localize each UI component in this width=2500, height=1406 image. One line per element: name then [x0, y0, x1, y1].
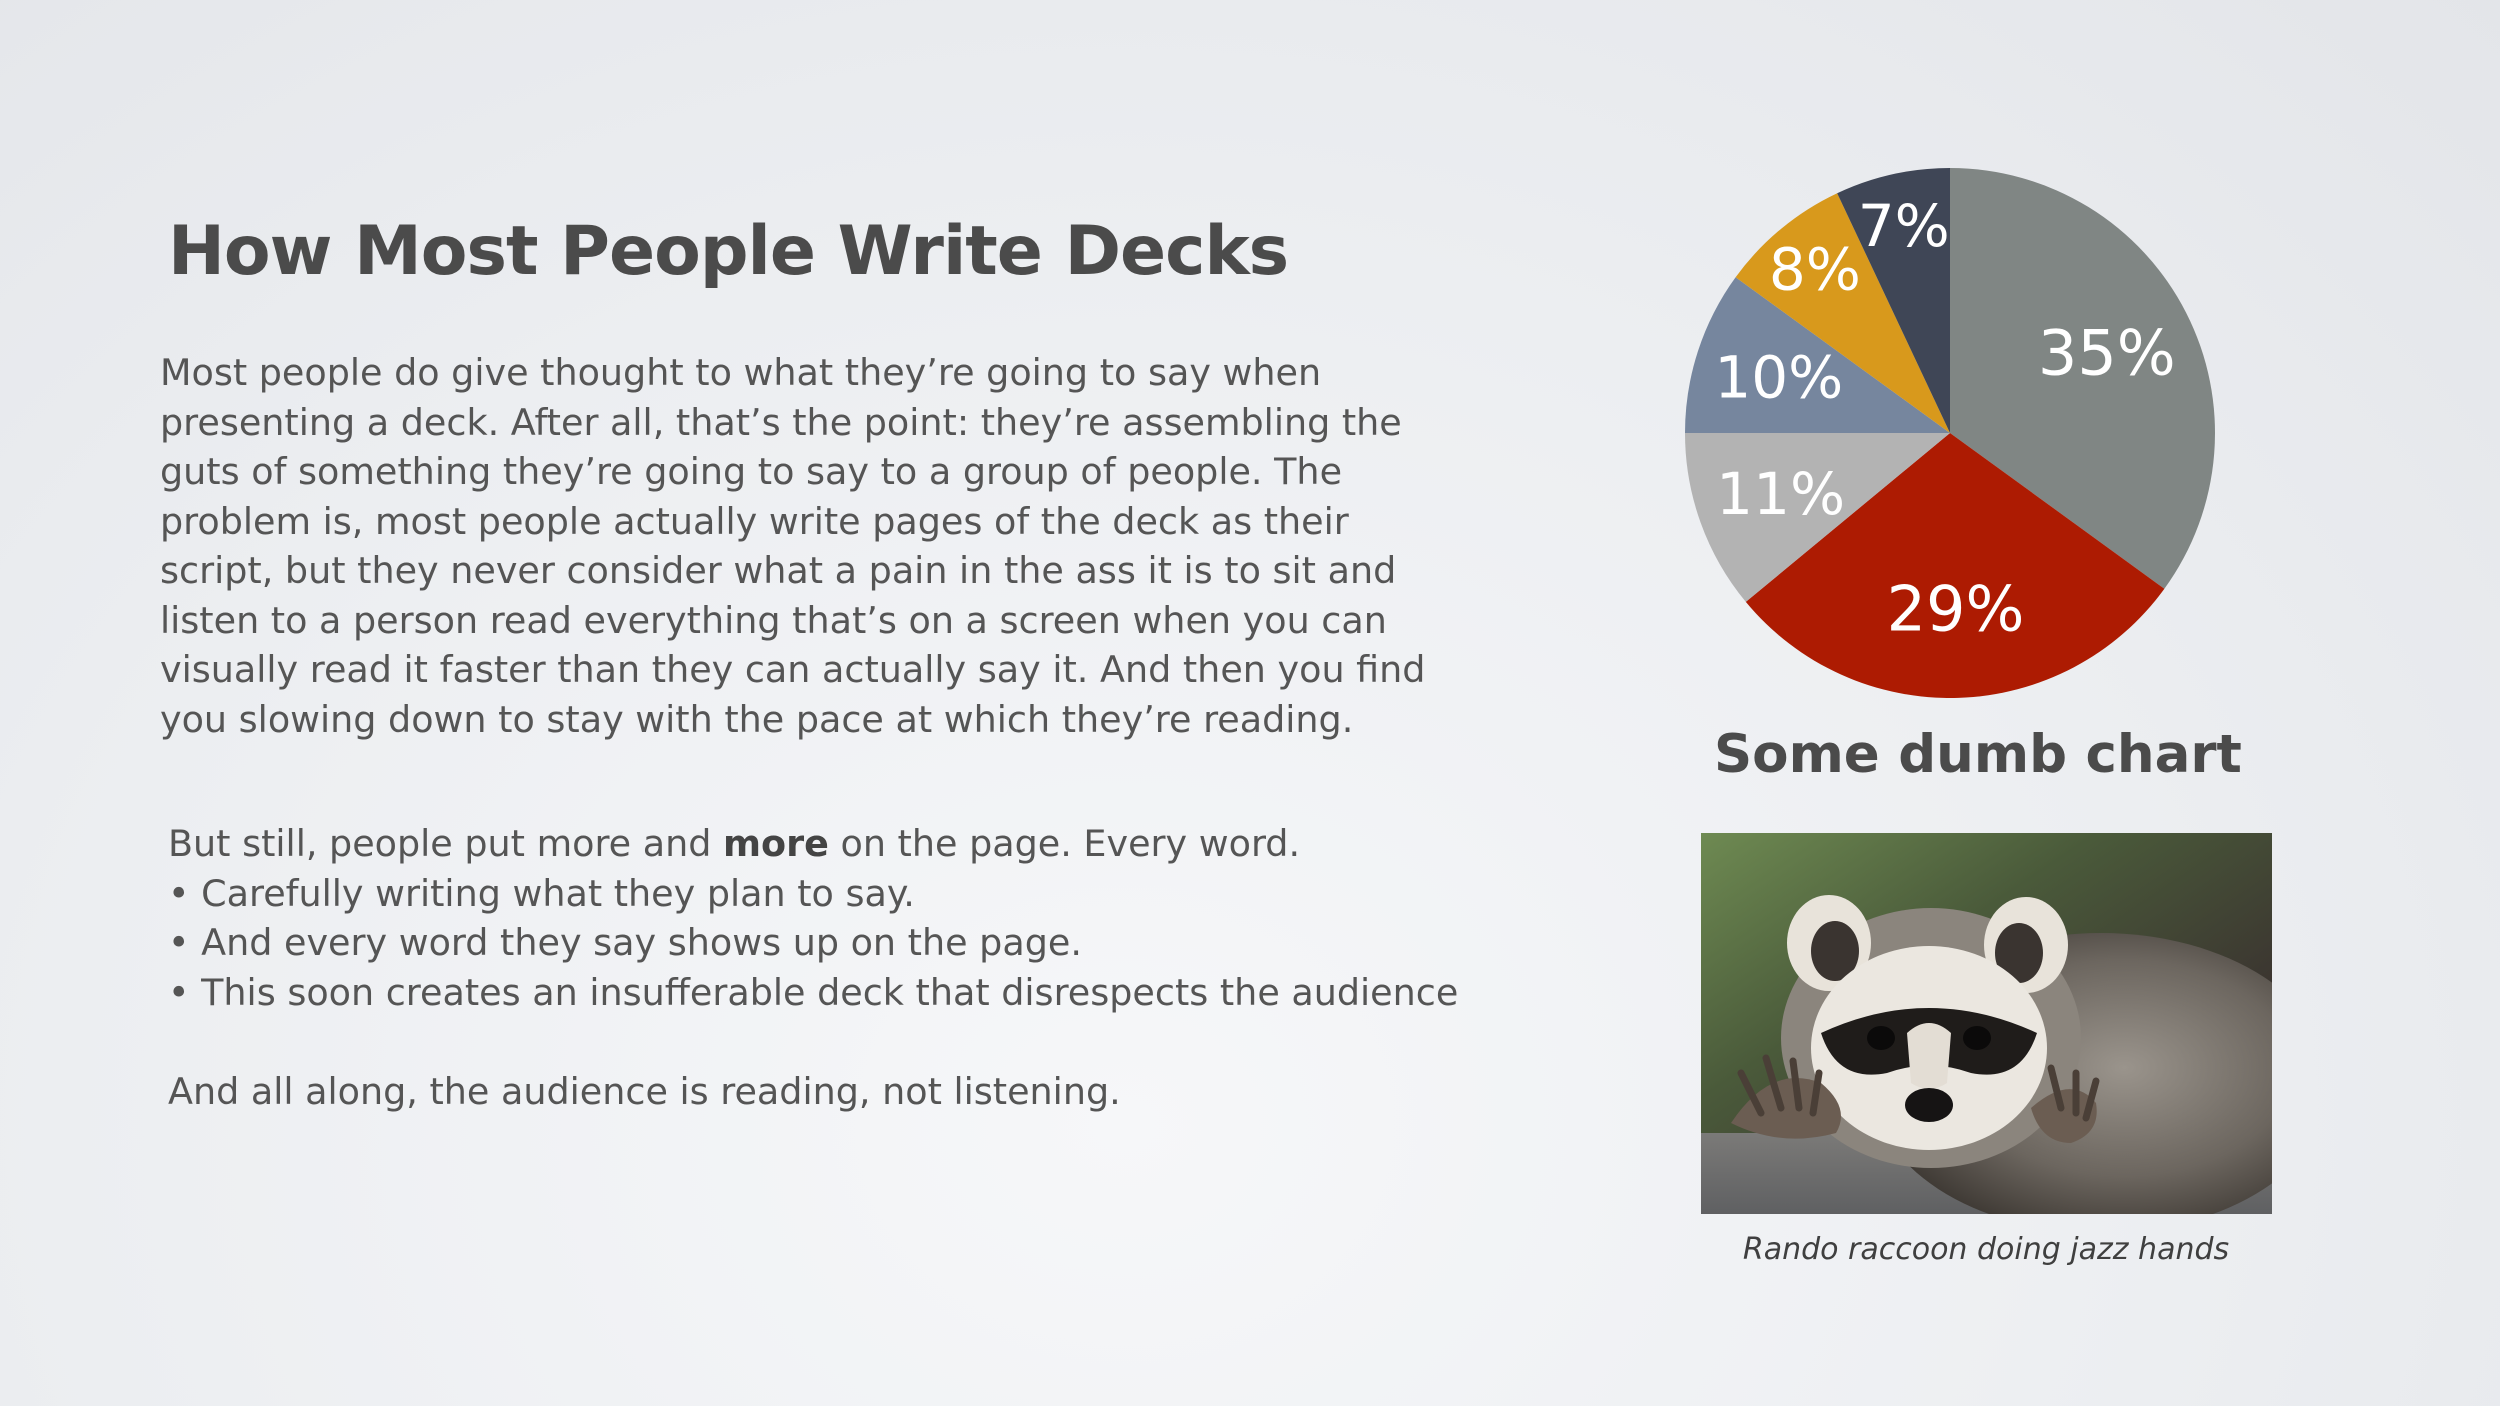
paragraph-line: presenting a deck. After all, that’s the point: they’re assembling the [160, 400, 1402, 444]
chart-caption: Some dumb chart [1714, 724, 2242, 785]
pie-slice-label: 7% [1857, 192, 1950, 261]
pie-chart [1670, 160, 2230, 720]
paragraph-line: Most people do give thought to what they’re going to say when [160, 351, 1322, 394]
paragraph-line: visually read it faster than they can actually say it. And then you find [160, 648, 1426, 691]
body-paragraph-1 [160, 348, 1460, 744]
body-paragraph-2 [168, 819, 1568, 1017]
bullet-item: • And every word they say shows up on the page. [168, 921, 1082, 964]
bullet-item: • This soon creates an insufferable deck that disrespects the audience [168, 970, 1459, 1014]
pie-slice-label: 11% [1716, 459, 1846, 528]
paragraph-line: listen to a person read everything that’s on a screen when you can [160, 598, 1387, 642]
paragraph-line: script, but they never consider what a pain in the ass it is to sit and [160, 549, 1397, 592]
slide-title: How Most People Write Decks [168, 212, 1289, 291]
paragraph-line: problem is, most people actually write pages of the deck as their [160, 499, 1349, 543]
pie-slice-label: 10% [1714, 343, 1844, 412]
bullet-item: • Carefully writing what they plan to say. [168, 871, 915, 915]
photo-caption: Rando raccoon doing jazz hands [1742, 1232, 2230, 1267]
paragraph-line: you slowing down to stay with the pace at which they’re reading. [160, 697, 1354, 741]
pie-slice-label: 35% [2037, 316, 2176, 390]
pie-slice-label: 29% [1886, 572, 2025, 646]
raccoon-photo [1701, 833, 2272, 1214]
intro-bold-word: more [723, 822, 829, 865]
paragraph-intro [168, 819, 1568, 869]
body-paragraph-3: And all along, the audience is reading, not listening. [168, 1070, 1121, 1113]
intro-text-start: But still, people put more and [168, 822, 724, 865]
pie-slice-label: 8% [1768, 235, 1861, 304]
paragraph-line: guts of something they’re going to say to a group of people. The [160, 450, 1343, 493]
intro-text-end: on the page. Every word. [828, 822, 1301, 865]
